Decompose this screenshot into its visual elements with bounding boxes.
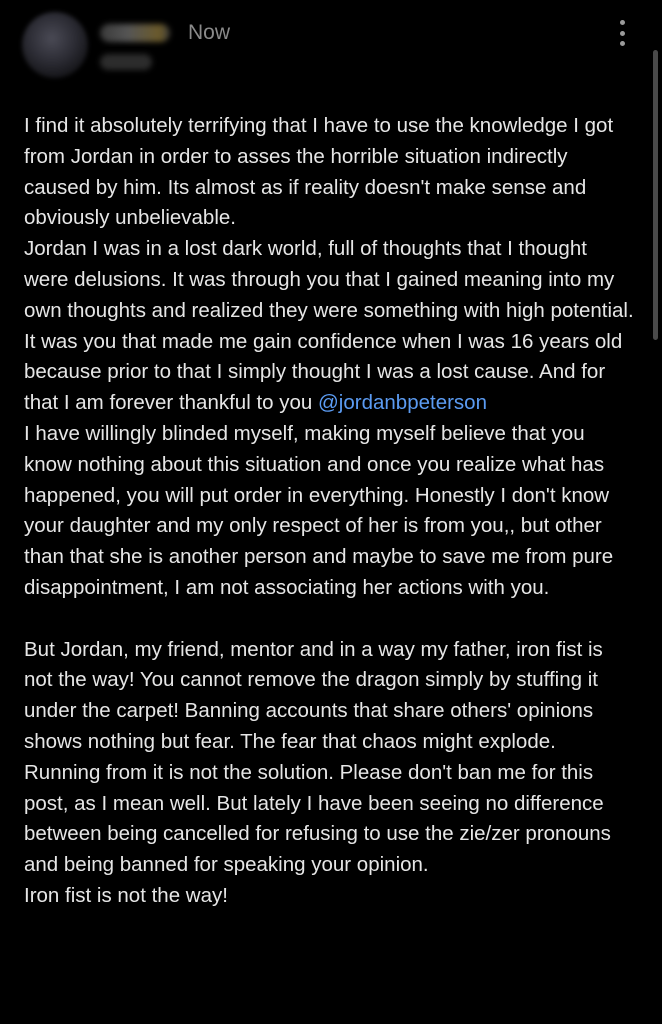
username-redacted[interactable]	[100, 24, 170, 42]
more-vertical-icon[interactable]	[610, 18, 634, 48]
post-body	[24, 111, 634, 912]
post-paragraph-2-text: Jordan I was in a lost dark world, full of thoughts that I thought were delusions. It was through you that I gained meaning into my own thoughts and realized they were something with high potential. It was you that made me gain confidence when I was 16 years old because prior to that I simply thought I was a lost cause. And for that I am forever thankful to you	[24, 237, 634, 415]
post-paragraph-3: I have willingly blinded myself, making myself believe that you know nothing about this situation and once you realize what has happened, you will put order in everything. Honestly I don't know your daughter and my only respect of her is from you,, but other than that she is another person and maybe to save me from pure disappointment, I am not associating her actions with you.	[24, 421, 614, 599]
post-paragraph-5: Iron fist is not the way!	[24, 883, 228, 907]
post-header	[0, 0, 662, 90]
avatar[interactable]	[22, 12, 88, 78]
paragraph-spacer	[24, 604, 634, 635]
handle-redacted	[100, 54, 152, 70]
post-paragraph-4: But Jordan, my friend, mentor and in a way my father, iron fist is not the way! You cannot remove the dragon simply by stuffing it under the carpet! Banning accounts that share others' opinions shows nothing but fear. The fear that chaos might explode. Running from it is not the solution. Please don't ban me for this post, as I mean well. But lately I have been seeing no difference between being cancelled for refusing to use the zie/zer pronouns and being banned for speaking your opinion.	[24, 637, 611, 877]
timestamp: Now	[188, 21, 231, 44]
post-paragraph-2	[24, 234, 634, 419]
scrollbar[interactable]	[653, 50, 658, 340]
post-paragraph-1: I find it absolutely terrifying that I have to use the knowledge I got from Jordan in order to asses the horrible situation indirectly caused by him. Its almost as if reality doesn't make sense and obviously unbelievable.	[24, 114, 614, 230]
mention-link[interactable]: @jordanbpeterson	[318, 391, 487, 415]
